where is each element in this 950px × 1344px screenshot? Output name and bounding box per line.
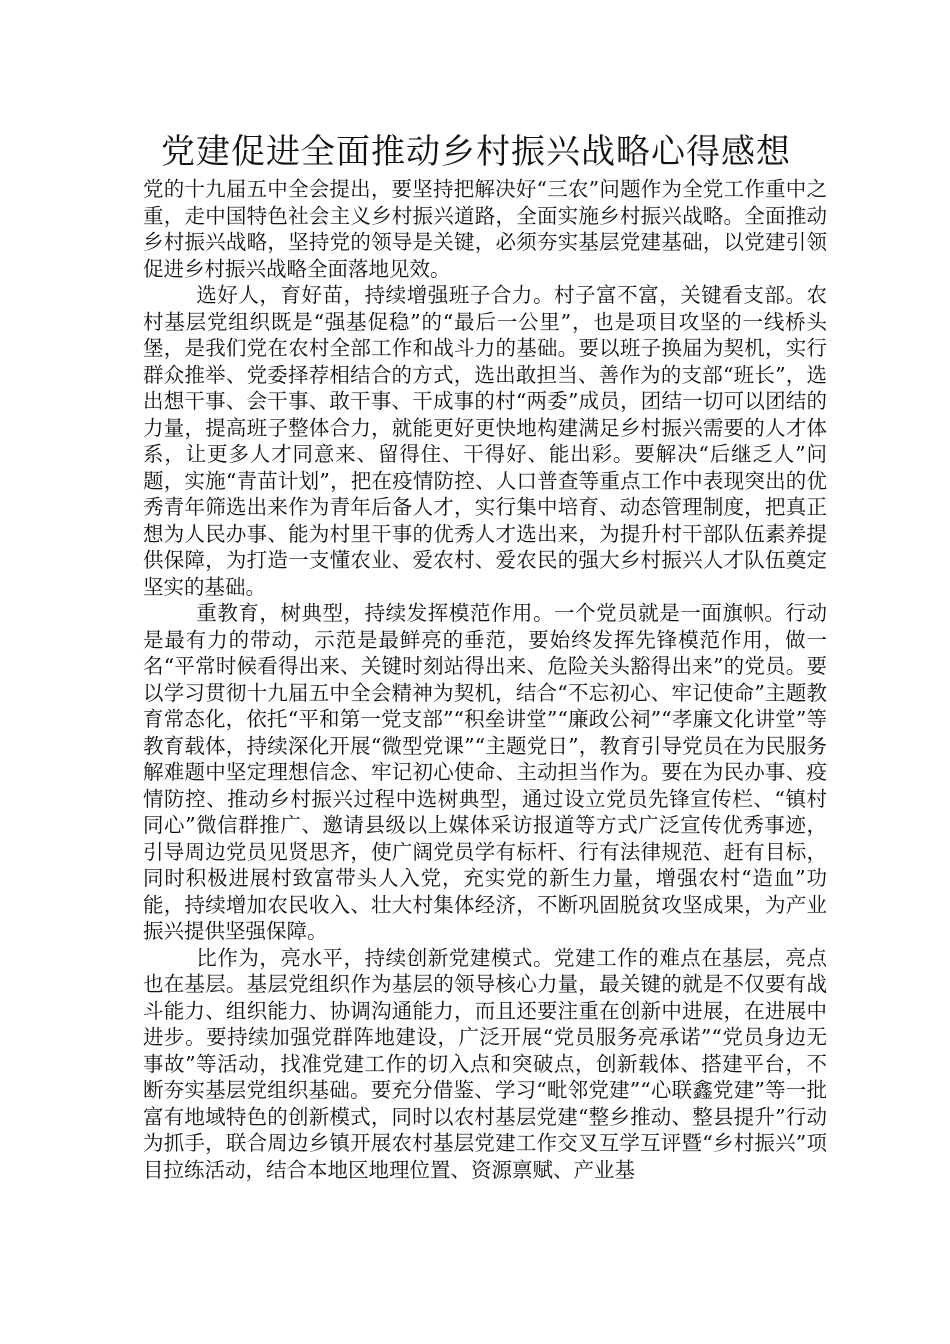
paragraph-intro: 党的十九届五中全会提出，要坚持把解决好“三农”问题作为全党工作重中之重，走中国特色社会主义乡村振兴道路，全面实施乡村振兴战略。全面推动乡村振兴战略，坚持党的领导是关键，必须夯实基层党建基础，以党建引领促进乡村振兴战略全面落地见效。 — [143, 177, 827, 281]
document-page — [143, 130, 827, 1183]
paragraph-select-talent: 选好人，育好苗，持续增强班子合力。村子富不富，关键看支部。农村基层党组织既是“强基促稳”的“最后一公里”，也是项目攻坚的一线桥头堡，是我们党在农村全部工作和战斗力的基础。要以班子换届为契机，实行群众推举、党委择荐相结合的方式，选出敢担当、善作为的支部“班长”，选出想干事、会干事、敢干事、干成事的村“两委”成员，团结一切可以团结的力量，提高班子整体合力，就能更好更快地构建满足乡村振兴需要的人才体系，让更多人才同意来、留得住、干得好、能出彩。要解决“后继乏人”问题，实施“青苗计划”，把在疫情防控、人口普查等重点工作中表现突出的优秀青年筛选出来作为青年后备人才，实行集中培育、动态管理制度，把真正想为人民办事、能为村里干事的优秀人才选出来，为提升村干部队伍素养提供保障，为打造一支懂农业、爱农村、爱农民的强大乡村振兴人才队伍奠定坚实的基础。 — [143, 283, 827, 599]
paragraph-education-models: 重教育，树典型，持续发挥模范作用。一个党员就是一面旗帜。行动是最有力的带动，示范是最鲜亮的垂范，要始终发挥先锋模范作用，做一名“平常时候看得出来、关键时刻站得出来、危险关头豁得出来”的党员。要以学习贯彻十九届五中全会精神为契机，结合“不忘初心、牢记使命”主题教育常态化，依托“平和第一党支部”“积垒讲堂”“廉政公祠”“孝廉文化讲堂”等教育载体，持续深化开展“微型党课”“主题党日”，教育引导党员在为民服务解难题中坚定理想信念、牢记初心使命、主动担当作为。要在为民办事、疫情防控、推动乡村振兴过程中选树典型，通过设立党员先锋宣传栏、“镇村同心”微信群推广、邀请县级以上媒体采访报道等方式广泛宣传优秀事迹，引导周边党员见贤思齐，使广阔党员学有标杆、行有法律规范、赶有目标，同时积极进展村致富带头人入党，充实党的新生力量，增强农村“造血”功能，持续增加农民收入、壮大村集体经济，不断巩固脱贫攻坚成果，为产业振兴提供坚强保障。 — [143, 601, 827, 943]
paragraph-innovation: 比作为，亮水平，持续创新党建模式。党建工作的难点在基层，亮点也在基层。基层党组织作为基层的领导核心力量，最关键的就是不仅要有战斗能力、组织能力、协调沟通能力，而且还要注重在创新中进展，在进展中进步。要持续加强党群阵地建设，广泛开展“党员服务亮承诺”“党员身边无事故”等活动，找准党建工作的切入点和突破点，创新载体、搭建平台，不断夯实基层党组织基础。要充分借鉴、学习“毗邻党建”“心联鑫党建”等一批富有地域特色的创新模式，同时以农村基层党建“整乡推动、整县提升”行动为抓手，联合周边乡镇开展农村基层党建工作交叉互学互评暨“乡村振兴”项目拉练活动，结合本地区地理位置、资源禀赋、产业基 — [143, 945, 827, 1182]
document-title: 党建促进全面推动乡村振兴战略心得感想 — [161, 132, 791, 172]
